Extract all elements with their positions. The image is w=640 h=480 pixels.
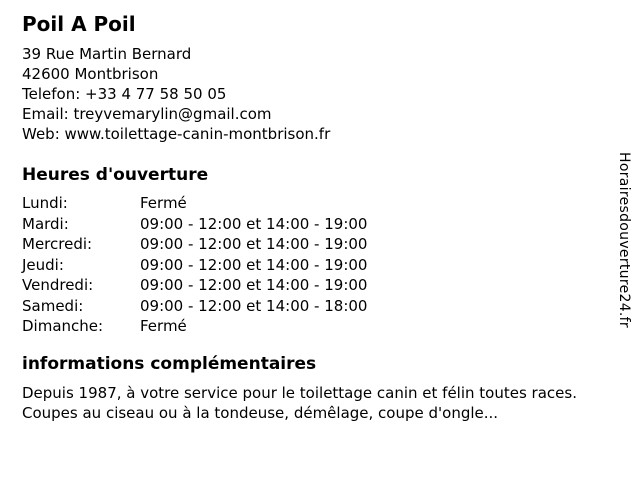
site-watermark: Horairesdouverture24.fr	[616, 152, 632, 328]
day-label: Lundi:	[22, 194, 68, 213]
day-times: 09:00 - 12:00 et 14:00 - 18:00	[140, 296, 368, 315]
day-label: Mardi:	[22, 214, 69, 233]
day-times: Fermé	[140, 194, 187, 213]
day-times: 09:00 - 12:00 et 14:00 - 19:00	[140, 255, 368, 274]
day-label: Vendredi:	[22, 276, 94, 295]
address-line-2: 42600 Montbrison	[22, 65, 159, 83]
day-times: Fermé	[140, 317, 187, 336]
day-label: Mercredi:	[22, 235, 93, 254]
address-line-1: 39 Rue Martin Bernard	[22, 45, 192, 63]
day-label: Dimanche:	[22, 317, 104, 336]
email-line: Email: treyvemarylin@gmail.com	[22, 105, 272, 123]
web-line: Web: www.toilettage-canin-montbrison.fr	[22, 125, 331, 143]
day-label: Samedi:	[22, 296, 84, 315]
additional-info-heading: informations complémentaires	[22, 353, 317, 374]
day-times: 09:00 - 12:00 et 14:00 - 19:00	[140, 214, 368, 233]
day-times: 09:00 - 12:00 et 14:00 - 19:00	[140, 235, 368, 254]
opening-hours-heading: Heures d'ouverture	[22, 165, 209, 185]
additional-info-text: Depuis 1987, à votre service pour le toilettage canin et félin toutes races. Coupes au ciseau ou à la tondeuse, démêlage, coupe d'ongle...	[22, 384, 577, 423]
phone-line: Telefon: +33 4 77 58 50 05	[22, 85, 227, 103]
day-label: Jeudi:	[22, 255, 64, 274]
contact-block	[22, 44, 640, 144]
business-name: Poil A Poil	[22, 12, 136, 36]
opening-hours-table	[22, 193, 640, 337]
day-times: 09:00 - 12:00 et 14:00 - 19:00	[140, 276, 368, 295]
